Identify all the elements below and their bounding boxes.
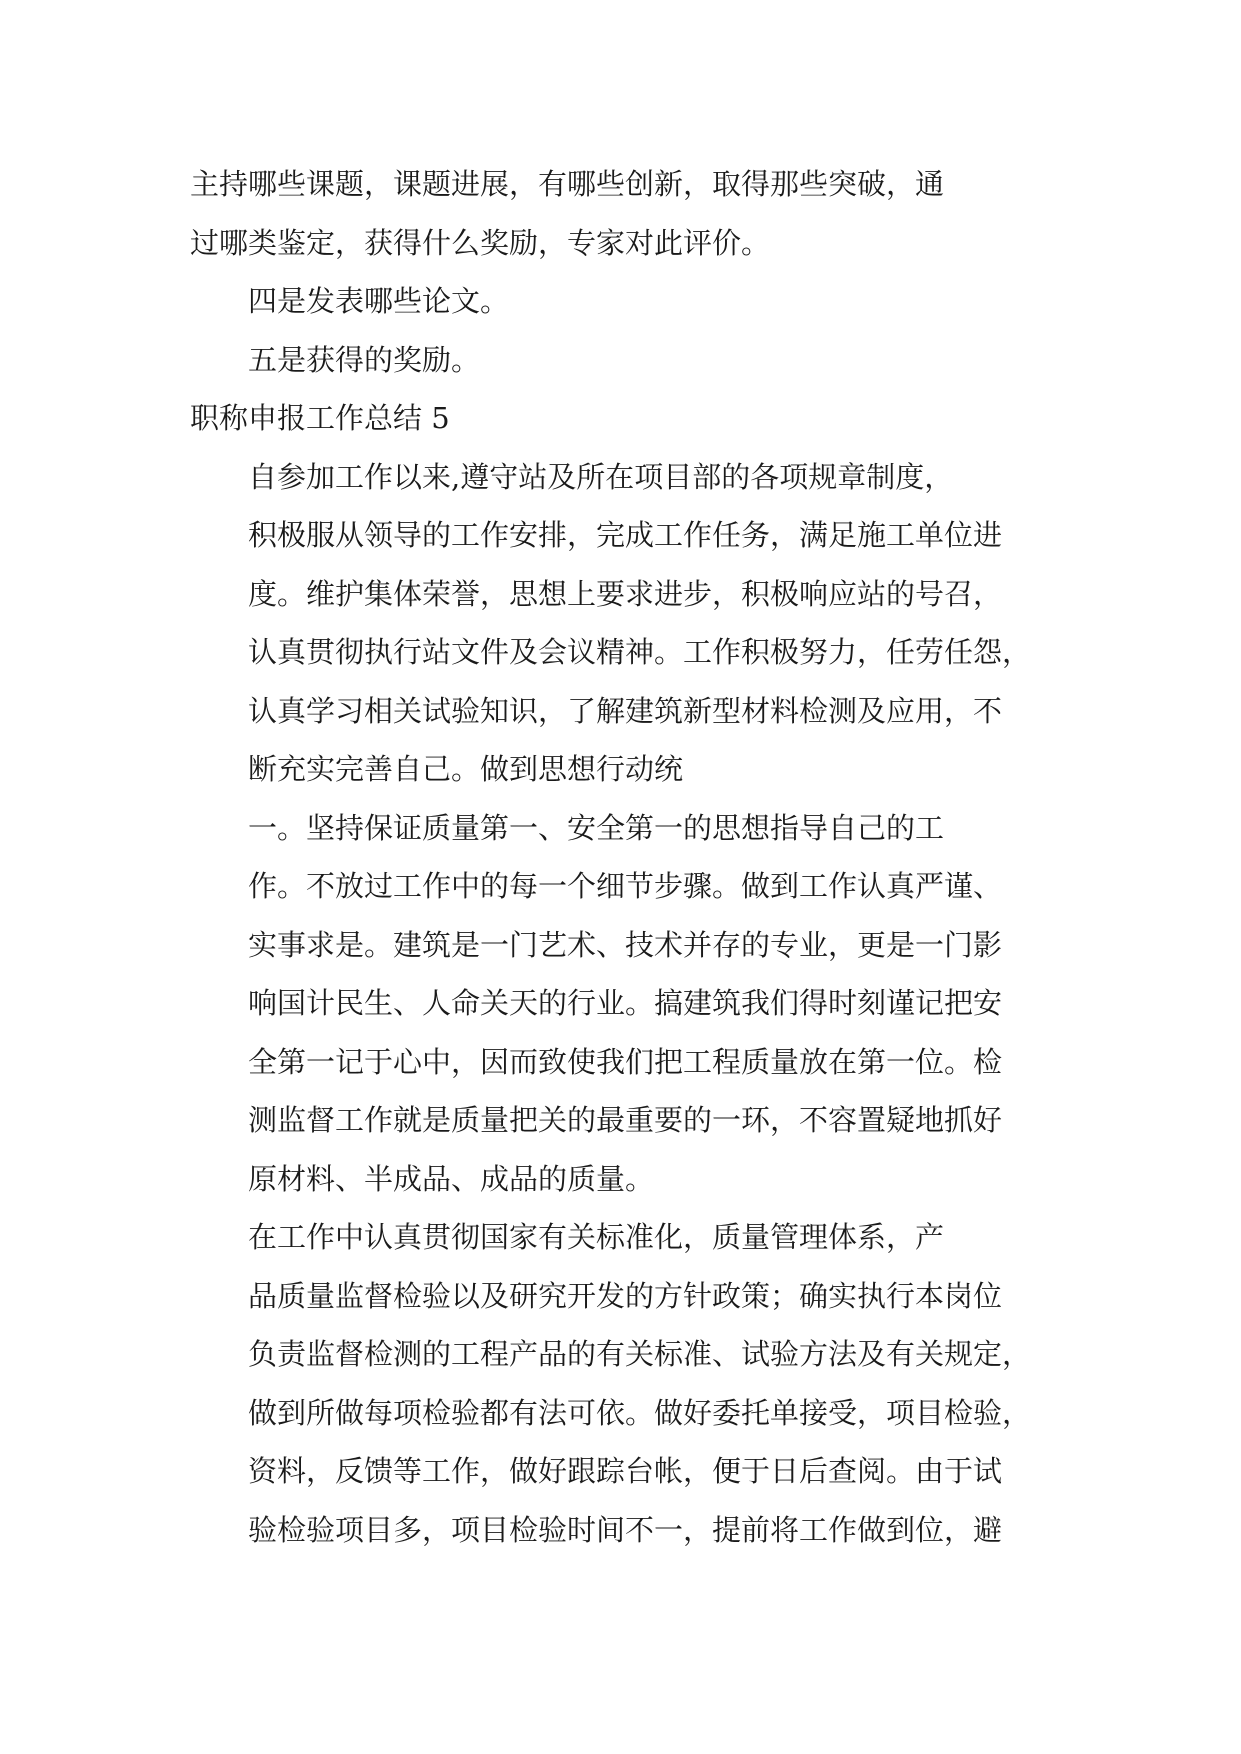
- text-line: 积极服从领导的工作安排，完成工作任务，满足施工单位进: [248, 518, 1003, 552]
- paragraph: [190, 1208, 1052, 1559]
- text-line: 过哪类鉴定，获得什么奖励，专家对此评价。: [190, 225, 771, 260]
- text-line: 断充实完善自己。做到思想行动统: [248, 752, 684, 786]
- text-line: 全第一记于心中，因而致使我们把工程质量放在第一位。检: [248, 1044, 1003, 1079]
- text-line: 认真贯彻执行站文件及会议精神。工作积极努力，任劳任怨，: [248, 635, 1032, 669]
- text-line: 做到所做每项检验都有法可依。做好委托单接受，项目检验，: [248, 1395, 1032, 1430]
- text-line: 响国计民生、人命关天的行业。搞建筑我们得时刻谨记把安: [248, 986, 1003, 1020]
- text-line: 品质量监督检验以及研究开发的方针政策；确实执行本岗位: [248, 1278, 1003, 1313]
- text-line: 自参加工作以来,遵守站及所在项目部的各项规章制度，: [248, 459, 954, 494]
- paragraph: [190, 155, 1052, 272]
- text-line: 在工作中认真贯彻国家有关标准化，质量管理体系，产: [248, 1220, 945, 1254]
- text-line: 一。坚持保证质量第一、安全第一的思想指导自己的工: [248, 810, 945, 845]
- text-line: 主持哪些课题，课题进展，有哪些创新，取得那些突破，通: [190, 167, 945, 201]
- text-line: 四是发表哪些论文。: [248, 284, 510, 318]
- text-line: 职称申报工作总结 5: [190, 401, 450, 435]
- text-line: 原材料、半成品、成品的质量。: [248, 1161, 655, 1196]
- text-line: 实事求是。建筑是一门艺术、技术并存的专业，更是一门影: [248, 927, 1003, 962]
- section-heading: [190, 389, 1052, 448]
- text-line: 度。维护集体荣誉，思想上要求进步，积极响应站的号召，: [248, 576, 1003, 611]
- text-line: 资料，反馈等工作，做好跟踪台帐，便于日后查阅。由于试: [248, 1454, 1003, 1488]
- text-line: 认真学习相关试验知识，了解建筑新型材料检测及应用，不: [248, 693, 1003, 728]
- paragraph: [190, 272, 1052, 331]
- text-line: 负责监督检测的工程产品的有关标准、试验方法及有关规定，: [248, 1337, 1032, 1371]
- text-line: 验检验项目多，项目检验时间不一，提前将工作做到位，避: [248, 1512, 1003, 1547]
- paragraph: [190, 331, 1052, 390]
- text-line: 作。不放过工作中的每一个细节步骤。做到工作认真严谨、: [248, 869, 1003, 903]
- document-body: [190, 155, 1052, 1559]
- text-line: 五是获得的奖励。: [248, 342, 481, 377]
- paragraph: [190, 799, 1052, 1209]
- text-line: 测监督工作就是质量把关的最重要的一环，不容置疑地抓好: [248, 1103, 1003, 1137]
- paragraph: [190, 448, 1052, 799]
